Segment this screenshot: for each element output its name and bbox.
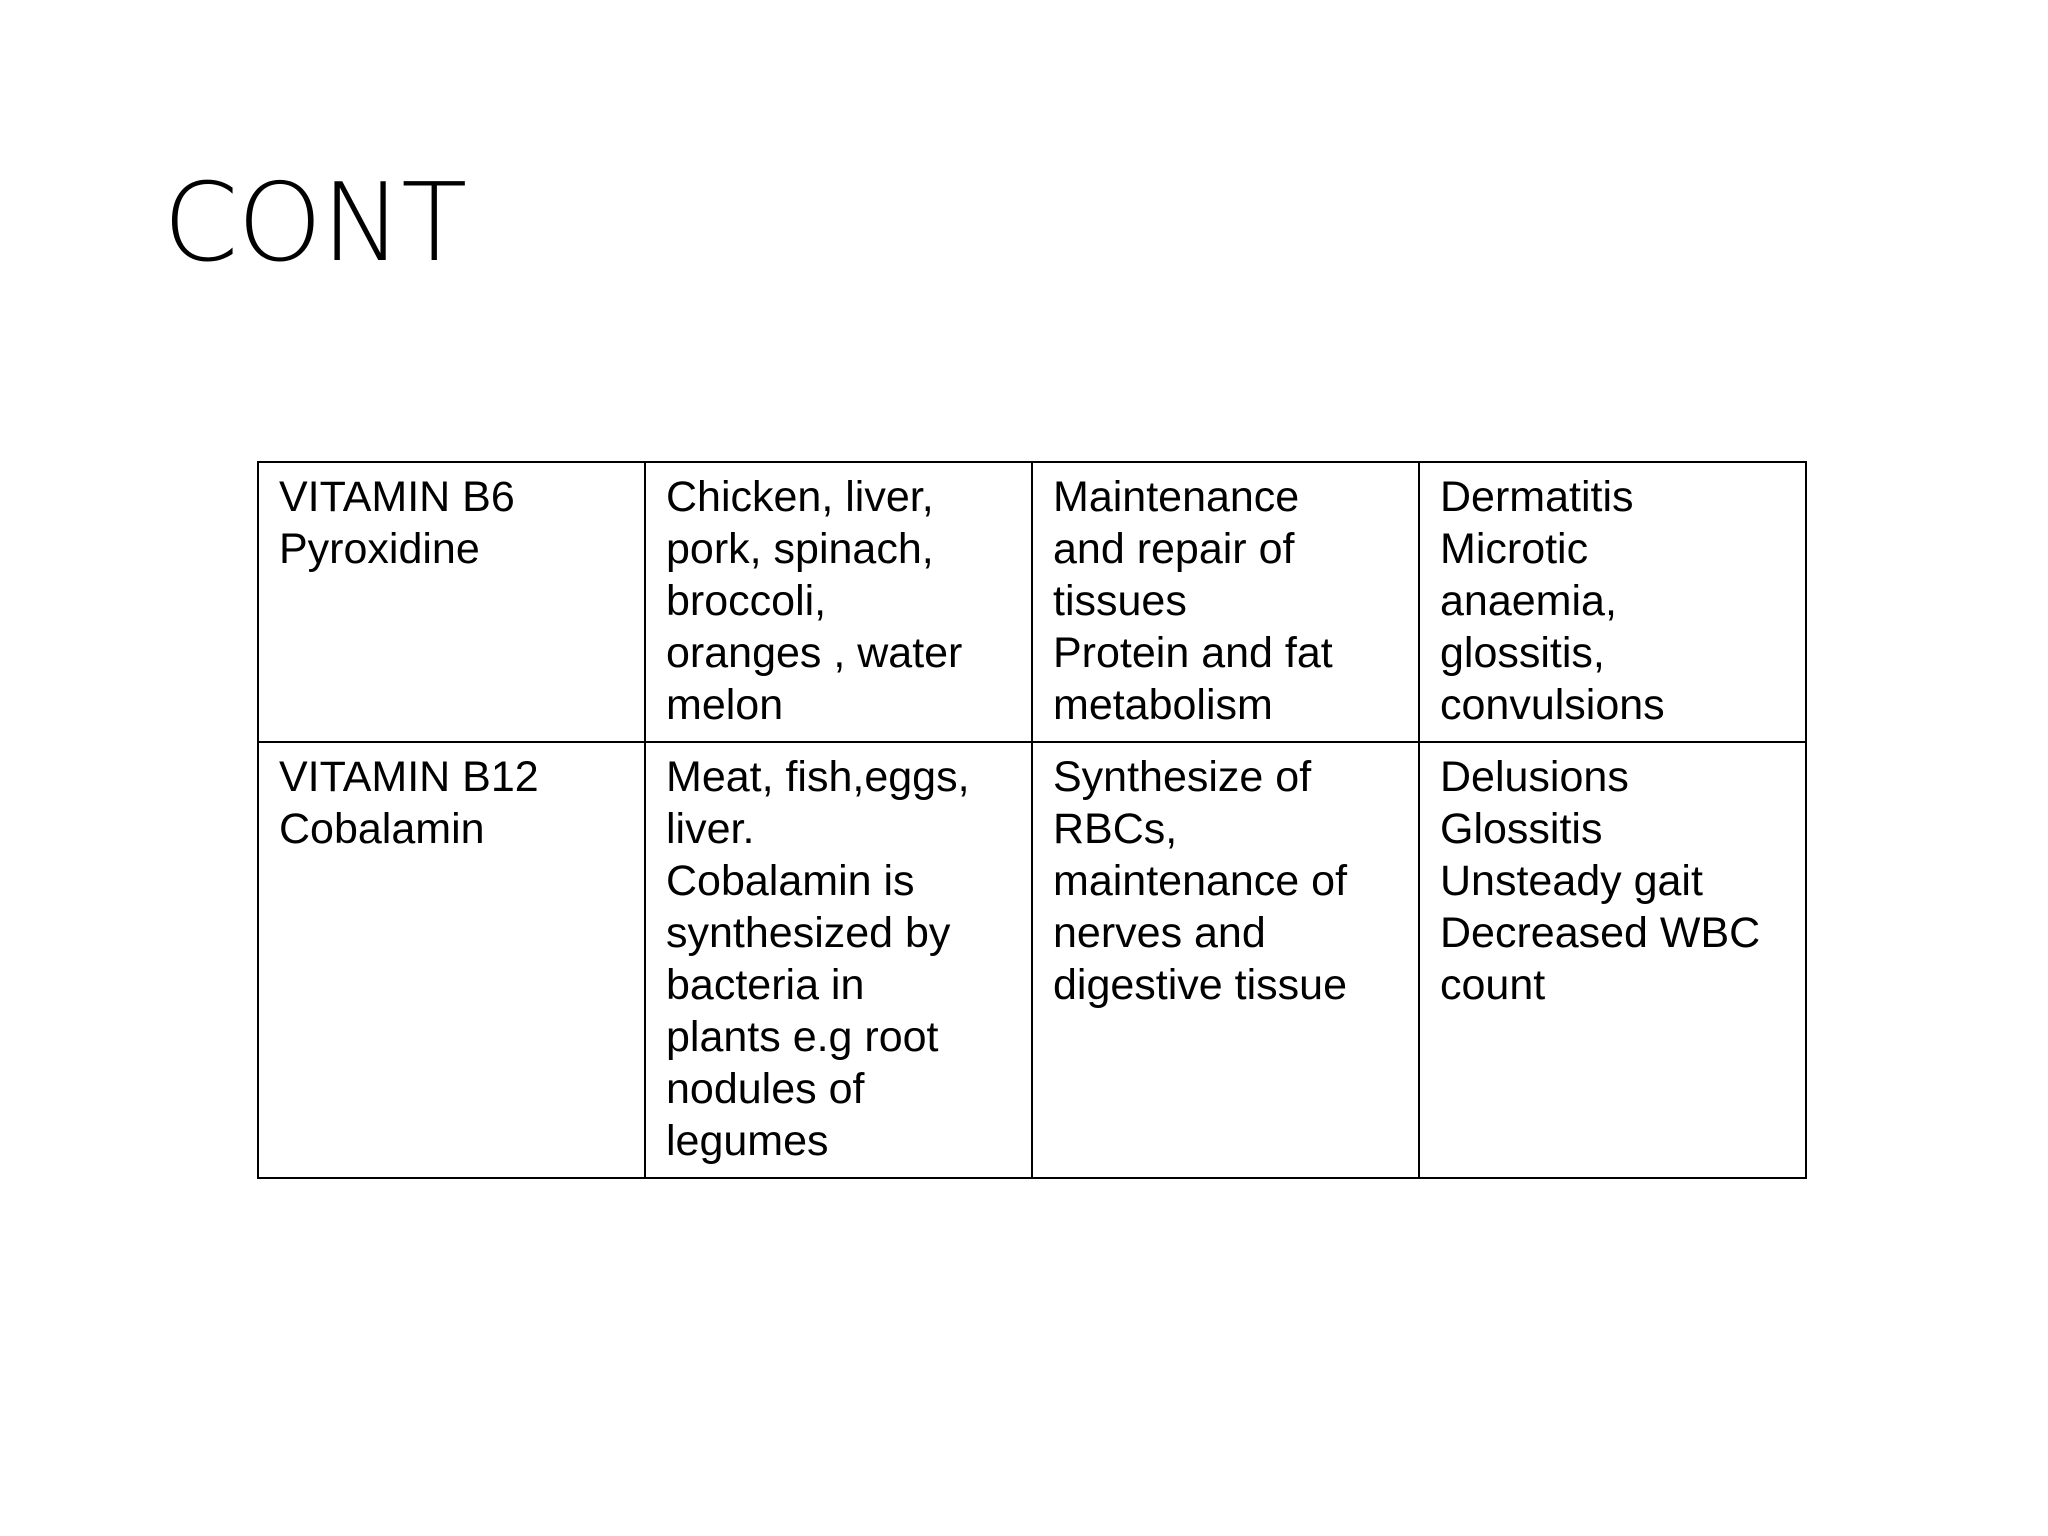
cell-line: Protein and fat (1053, 629, 1333, 677)
cell-line: melon (666, 681, 784, 729)
cell-line: plants e.g root (666, 1013, 939, 1061)
cell-line: VITAMIN B12 (279, 753, 539, 801)
cell-line: Meat, fish,eggs, (666, 753, 970, 801)
sources-cell (645, 462, 1032, 742)
sources-cell (645, 742, 1032, 1178)
cell-line: and repair of (1053, 525, 1295, 573)
table-row-vitamin-b12 (258, 742, 1806, 1178)
cell-line: count (1440, 961, 1546, 1009)
functions-cell (1032, 462, 1419, 742)
cell-line: glossitis, (1440, 629, 1605, 677)
cell-line: Microtic (1440, 525, 1589, 573)
cell-line: VITAMIN B6 (279, 473, 515, 521)
vitamin-name-cell (258, 462, 645, 742)
cell-line: Decreased WBC (1440, 909, 1761, 957)
cell-line: Synthesize of (1053, 753, 1312, 801)
cell-line: oranges , water (666, 629, 963, 677)
cell-line: Glossitis (1440, 805, 1603, 853)
cell-line: tissues (1053, 577, 1187, 625)
cell-line: Maintenance (1053, 473, 1300, 521)
cell-line: Pyroxidine (279, 525, 480, 573)
cell-line: Chicken, liver, (666, 473, 934, 521)
cell-line: nodules of (666, 1065, 865, 1113)
cell-line: digestive tissue (1053, 961, 1347, 1009)
cell-line: broccoli, (666, 577, 827, 625)
vitamin-name-cell (258, 742, 645, 1178)
table-row-vitamin-b6 (258, 462, 1806, 742)
vitamin-table (257, 461, 1807, 1179)
cell-line: bacteria in (666, 961, 865, 1009)
deficiency-cell (1419, 462, 1806, 742)
functions-cell (1032, 742, 1419, 1178)
cell-line: pork, spinach, (666, 525, 934, 573)
cell-line: Cobalamin (279, 805, 485, 853)
cell-line: Unsteady gait (1440, 857, 1703, 905)
cell-line: liver. (666, 805, 755, 853)
cell-line: anaemia, (1440, 577, 1617, 625)
cell-line: Delusions (1440, 753, 1629, 801)
cell-line: Dermatitis (1440, 473, 1634, 521)
cell-line: RBCs, (1053, 805, 1178, 853)
cell-line: legumes (666, 1117, 829, 1165)
cell-line: convulsions (1440, 681, 1665, 729)
cell-line: metabolism (1053, 681, 1273, 729)
cell-line: Cobalamin is (666, 857, 915, 905)
cell-line: nerves and (1053, 909, 1266, 957)
cell-line: maintenance of (1053, 857, 1348, 905)
cell-line: synthesized by (666, 909, 951, 957)
slide-title: CONT (163, 161, 467, 286)
deficiency-cell (1419, 742, 1806, 1178)
